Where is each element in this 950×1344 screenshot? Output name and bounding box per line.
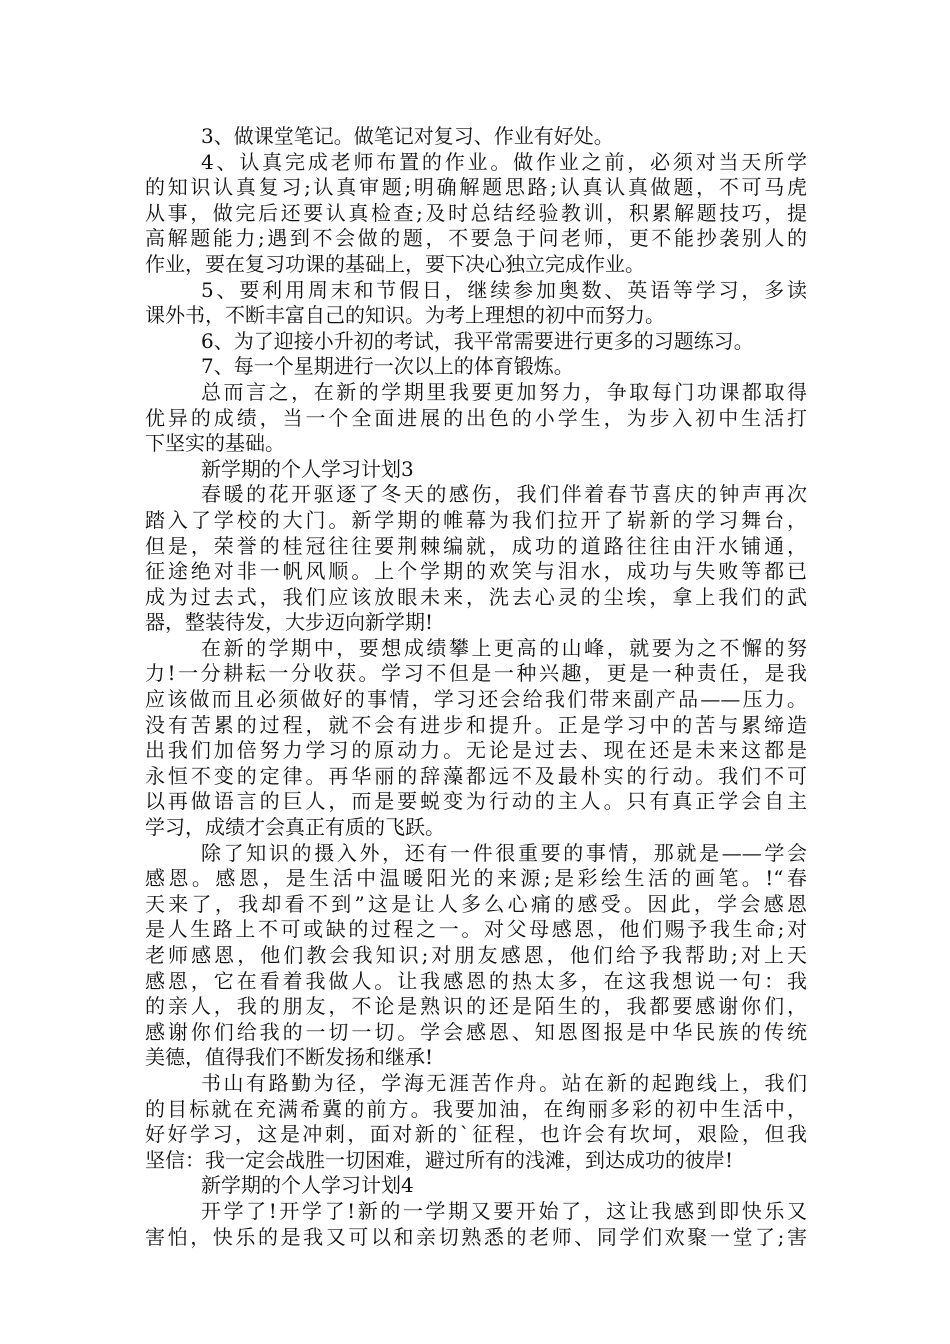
text-line: 的目标就在充满希冀的前方。我要加油，在绚丽多彩的初中生活中， (145, 1096, 807, 1121)
text-line: 感恩，它在看着我做人。让我感恩的热太多，在这我想说一句：我 (145, 968, 807, 993)
text-line: 老师感恩，他们教会我知识;对朋友感恩，他们给予我帮助;对上天 (145, 943, 807, 967)
text-line: 害怕，快乐的是我又可以和亲切熟悉的老师、同学们欢聚一堂了;害 (145, 1224, 807, 1249)
text-line: 7、每一个星期进行一次以上的体育锻炼。 (201, 354, 574, 379)
text-line: 器，整装待发，大步迈向新学期! (145, 610, 434, 635)
text-line: 的亲人，我的朋友，不论是熟识的还是陌生的，我都要感谢你们， (145, 994, 807, 1019)
text-line: 天来了，我却看不到”这是让人多么心痛的感受。因此，学会感恩 (145, 891, 807, 916)
text-line: 新学期的个人学习计划3 (201, 456, 414, 481)
text-line: 以再做语言的巨人，而是要蜕变为行动的主人。只有真正学会自主 (145, 789, 807, 814)
text-line: 是人生路上不可或缺的过程之一。对父母感恩，他们赐予我生命;对 (145, 917, 807, 942)
text-line: 高解题能力;遇到不会做的题，不要急于问老师，更不能抄袭别人的 (145, 226, 807, 251)
text-line: 在新的学期中，要想成绩攀上更高的山峰，就要为之不懈的努 (201, 635, 807, 660)
text-line: 5、要利用周末和节假日，继续参加奥数、英语等学习，多读 (201, 277, 807, 302)
text-line: 6、为了迎接小升初的考试，我平常需要进行更多的习题练习。 (201, 328, 754, 353)
text-line: 下坚实的基础。 (145, 431, 285, 456)
text-line: 的知识认真复习;认真审题;明确解题思路;认真认真做题，不可马虎 (145, 175, 807, 200)
text-line: 学习，成绩才会真正有质的飞跃。 (145, 815, 445, 840)
text-line: 3、做课堂笔记。做笔记对复习、作业有好处。 (201, 124, 614, 148)
text-line: 应该做而且必须做好的事情，学习还会给我们带来副产品——压力。 (145, 687, 807, 712)
text-line: 新学期的个人学习计划4 (201, 1173, 414, 1198)
text-line: 书山有路勤为径，学海无涯苦作舟。站在新的起跑线上，我们 (201, 1070, 807, 1095)
text-line: 总而言之，在新的学期里我要更加努力，争取每门功课都取得 (201, 379, 807, 404)
text-line: 永恒不变的定律。再华丽的辞藻都远不及最朴实的行动。我们不可 (145, 763, 807, 788)
text-line: 坚信：我一定会战胜一切困难，避过所有的浅滩，到达成功的彼岸! (145, 1147, 734, 1172)
text-line: 但是，荣誉的桂冠往往要荆棘编就，成功的道路往往由汗水铺通， (145, 533, 807, 558)
text-line: 除了知识的摄入外，还有一件很重要的事情，那就是——学会 (201, 840, 807, 865)
text-line: 优异的成绩，当一个全面进展的出色的小学生，为步入初中生活打 (145, 405, 807, 430)
text-line: 踏入了学校的大门。新学期的帷幕为我们拉开了崭新的学习舞台， (145, 507, 807, 532)
text-line: 美德，值得我们不断发扬和继承! (145, 1045, 434, 1070)
text-line: 春暖的花开驱逐了冬天的感伤，我们伴着春节喜庆的钟声再次 (201, 482, 807, 507)
text-line: 好好学习，这是冲刺，面对新的`征程，也许会有坎坷，艰险，但我 (145, 1122, 807, 1147)
text-line: 感恩。感恩，是生活中温暖阳光的来源;是彩绘生活的画笔。!“春 (145, 866, 807, 891)
text-line: 成为过去式，我们应该放眼未来，洗去心灵的尘埃，拿上我们的武 (145, 584, 807, 609)
text-line: 没有苦累的过程，就不会有进步和提升。正是学习中的苦与累缔造 (145, 712, 807, 737)
text-line: 感谢你们给我的一切一切。学会感恩、知恩图报是中华民族的传统 (145, 1019, 807, 1044)
text-line: 从事，做完后还要认真检查;及时总结经验教训，积累解题技巧，提 (145, 200, 807, 225)
text-line: 开学了!开学了!新的一学期又要开始了，这让我感到即快乐又 (201, 1198, 807, 1223)
text-line: 征途绝对非一帆风顺。上个学期的欢笑与泪水，成功与失败等都已 (145, 559, 807, 584)
text-line: 出我们加倍努力学习的原动力。无论是过去、现在还是未来这都是 (145, 738, 807, 763)
text-line: 课外书，不断丰富自己的知识。为考上理想的初中而努力。 (145, 303, 665, 328)
text-line: 4、认真完成老师布置的作业。做作业之前，必须对当天所学 (201, 149, 807, 174)
text-line: 力!一分耕耘一分收获。学习不但是一种兴趣，更是一种责任，是我 (145, 661, 807, 686)
document-body (145, 124, 807, 1250)
text-line: 作业，要在复习功课的基础上，要下决心独立完成作业。 (145, 251, 645, 276)
